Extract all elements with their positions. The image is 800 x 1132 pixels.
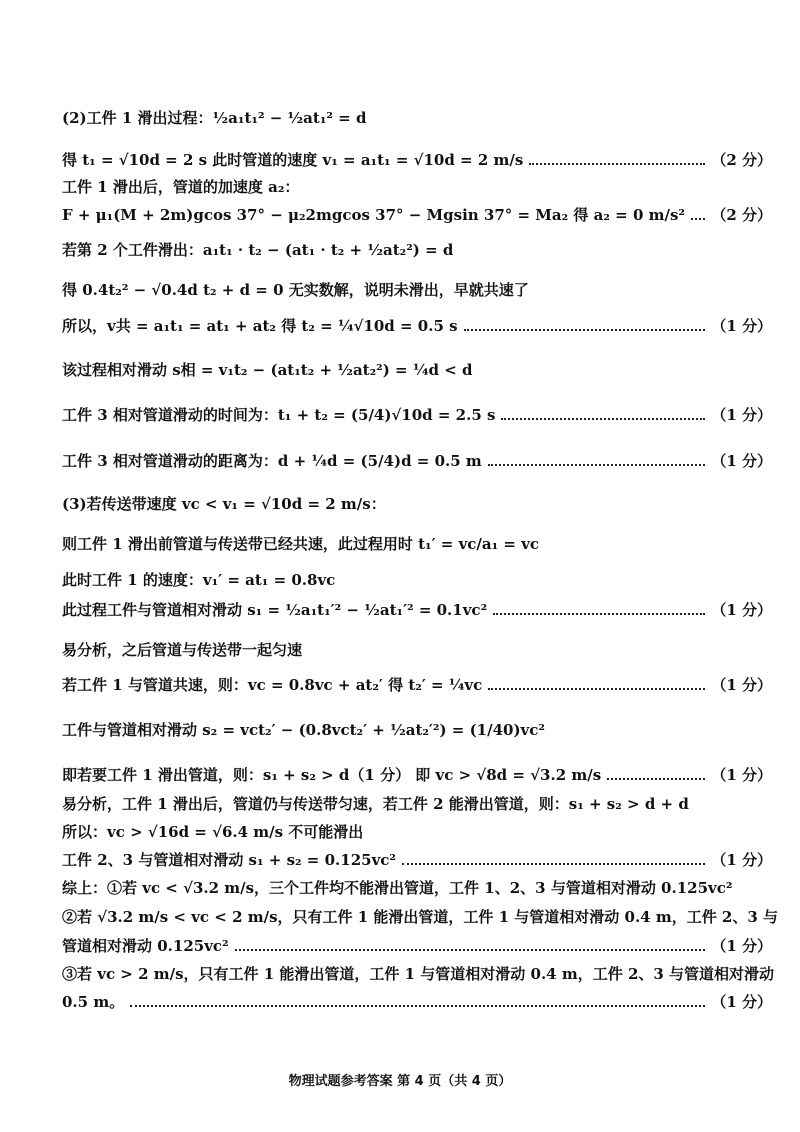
line-text: 工件 2、3 与管道相对滑动 s₁ + s₂ = 0.125vc² xyxy=(62,851,396,869)
line-text: (2)工件 1 滑出过程：½a₁t₁² − ½at₁² = d xyxy=(62,109,367,127)
line-5 xyxy=(62,280,772,300)
line-22 xyxy=(62,907,779,927)
line-text: 若工件 1 与管道共速，则：vc = 0.8vc + at₂′ 得 t₂′ = ¼vc xyxy=(62,676,483,694)
line-23 xyxy=(62,936,772,956)
score: （1 分） xyxy=(711,937,772,955)
line-text: 此时工件 1 的速度：v₁′ = at₁ = 0.8vc xyxy=(62,571,336,589)
line-14 xyxy=(62,640,772,660)
score: （2 分） xyxy=(711,151,772,169)
line-8 xyxy=(62,405,772,425)
line-2 xyxy=(62,177,772,197)
line-text: 该过程相对滑动 s相 = v₁t₂ − (at₁t₂ + ½at₂²) = ¼d < d xyxy=(62,361,473,379)
line-1 xyxy=(62,150,772,170)
line-text: 即若要工件 1 滑出管道，则：s₁ + s₂ > d（1 分） 即 vc > √8d = √3.2 m/s xyxy=(62,766,602,784)
line-text: 综上：①若 vc < √3.2 m/s，三个工件均不能滑出管道，工件 1、2、3 与管道相对滑动 0.125vc² xyxy=(62,879,733,897)
leader-dots xyxy=(691,218,705,220)
line-17 xyxy=(62,765,772,785)
line-12 xyxy=(62,570,772,590)
line-text: 工件 1 滑出后，管道的加速度 a₂： xyxy=(62,178,300,196)
leader-dots xyxy=(235,949,706,951)
line-text: 则工件 1 滑出前管道与传送带已经共速，此过程用时 t₁′ = vc/a₁ = vc xyxy=(62,535,540,553)
line-text: 易分析，之后管道与传送带一起匀速 xyxy=(62,641,303,659)
line-text: 工件 3 相对管道滑动的距离为：d + ¼d = (5/4)d = 0.5 m xyxy=(62,452,482,470)
leader-dots xyxy=(529,163,705,165)
leader-dots xyxy=(130,1005,705,1007)
line-text: 得 0.4t₂² − √0.4d t₂ + d = 0 无实数解，说明未滑出，早就共速了 xyxy=(62,281,529,299)
line-11 xyxy=(62,534,772,554)
line-text: 管道相对滑动 0.125vc² xyxy=(62,937,229,955)
line-text: 工件与管道相对滑动 s₂ = vct₂′ − (0.8vct₂′ + ½at₂′²) = (1/40)vc² xyxy=(62,721,545,739)
line-text: 此过程工件与管道相对滑动 s₁ = ½a₁t₁′² − ½at₁′² = 0.1vc² xyxy=(62,601,488,619)
line-text: F + μ₁(M + 2m)gcos 37° − μ₂2mgcos 37° − Mgsin 37° = Ma₂ 得 a₂ = 0 m/s² xyxy=(62,206,685,224)
score: （1 分） xyxy=(711,406,772,424)
line-text: 所以：vc > √16d = √6.4 m/s 不可能滑出 xyxy=(62,823,364,841)
score: （2 分） xyxy=(711,206,772,224)
leader-dots xyxy=(488,688,705,690)
score: （1 分） xyxy=(711,601,772,619)
score: （1 分） xyxy=(711,851,772,869)
line-16 xyxy=(62,720,772,740)
line-18 xyxy=(62,794,772,814)
line-6 xyxy=(62,316,772,336)
score: （1 分） xyxy=(711,993,772,1011)
line-text: ②若 √3.2 m/s < vc < 2 m/s，只有工件 1 能滑出管道，工件 1 与管道相对滑动 0.4 m，工件 2、3 与 xyxy=(62,908,779,926)
score: （1 分） xyxy=(711,452,772,470)
line-20 xyxy=(62,850,772,870)
line-25 xyxy=(62,992,772,1012)
line-3 xyxy=(62,205,772,225)
line-text: 所以，v共 = a₁t₁ = at₁ + at₂ 得 t₂ = ¼√10d = 0.5 s xyxy=(62,317,458,335)
line-text: ③若 vc > 2 m/s，只有工件 1 能滑出管道，工件 1 与管道相对滑动 0.4 m，工件 2、3 与管道相对滑动 xyxy=(62,965,775,983)
leader-dots xyxy=(464,329,706,331)
line-0 xyxy=(62,108,772,128)
line-text: 工件 3 相对管道滑动的时间为：t₁ + t₂ = (5/4)√10d = 2.5 s xyxy=(62,406,496,424)
line-13 xyxy=(62,600,772,620)
score: （1 分） xyxy=(711,676,772,694)
leader-dots xyxy=(607,778,705,780)
line-19 xyxy=(62,822,772,842)
line-text: (3)若传送带速度 vc < v₁ = √10d = 2 m/s： xyxy=(62,495,386,513)
score: （1 分） xyxy=(711,317,772,335)
line-21 xyxy=(62,878,772,898)
line-10 xyxy=(62,494,772,514)
line-4 xyxy=(62,240,772,260)
score: （1 分） xyxy=(711,766,772,784)
line-7 xyxy=(62,360,772,380)
line-15 xyxy=(62,675,772,695)
page-footer: 物理试题参考答案 第 4 页（共 4 页） xyxy=(288,1074,512,1089)
leader-dots xyxy=(488,464,706,466)
line-9 xyxy=(62,451,772,471)
line-24 xyxy=(62,964,775,984)
leader-dots xyxy=(501,418,705,420)
leader-dots xyxy=(493,613,705,615)
line-text: 得 t₁ = √10d = 2 s 此时管道的速度 v₁ = a₁t₁ = √10d = 2 m/s xyxy=(62,151,524,169)
line-text: 易分析，工件 1 滑出后，管道仍与传送带匀速，若工件 2 能滑出管道，则：s₁ + s₂ > d + d xyxy=(62,795,689,813)
leader-dots xyxy=(402,863,705,865)
line-text: 若第 2 个工件滑出：a₁t₁ · t₂ − (at₁ · t₂ + ½at₂²) = d xyxy=(62,241,454,259)
line-text: 0.5 m。 xyxy=(62,993,125,1011)
